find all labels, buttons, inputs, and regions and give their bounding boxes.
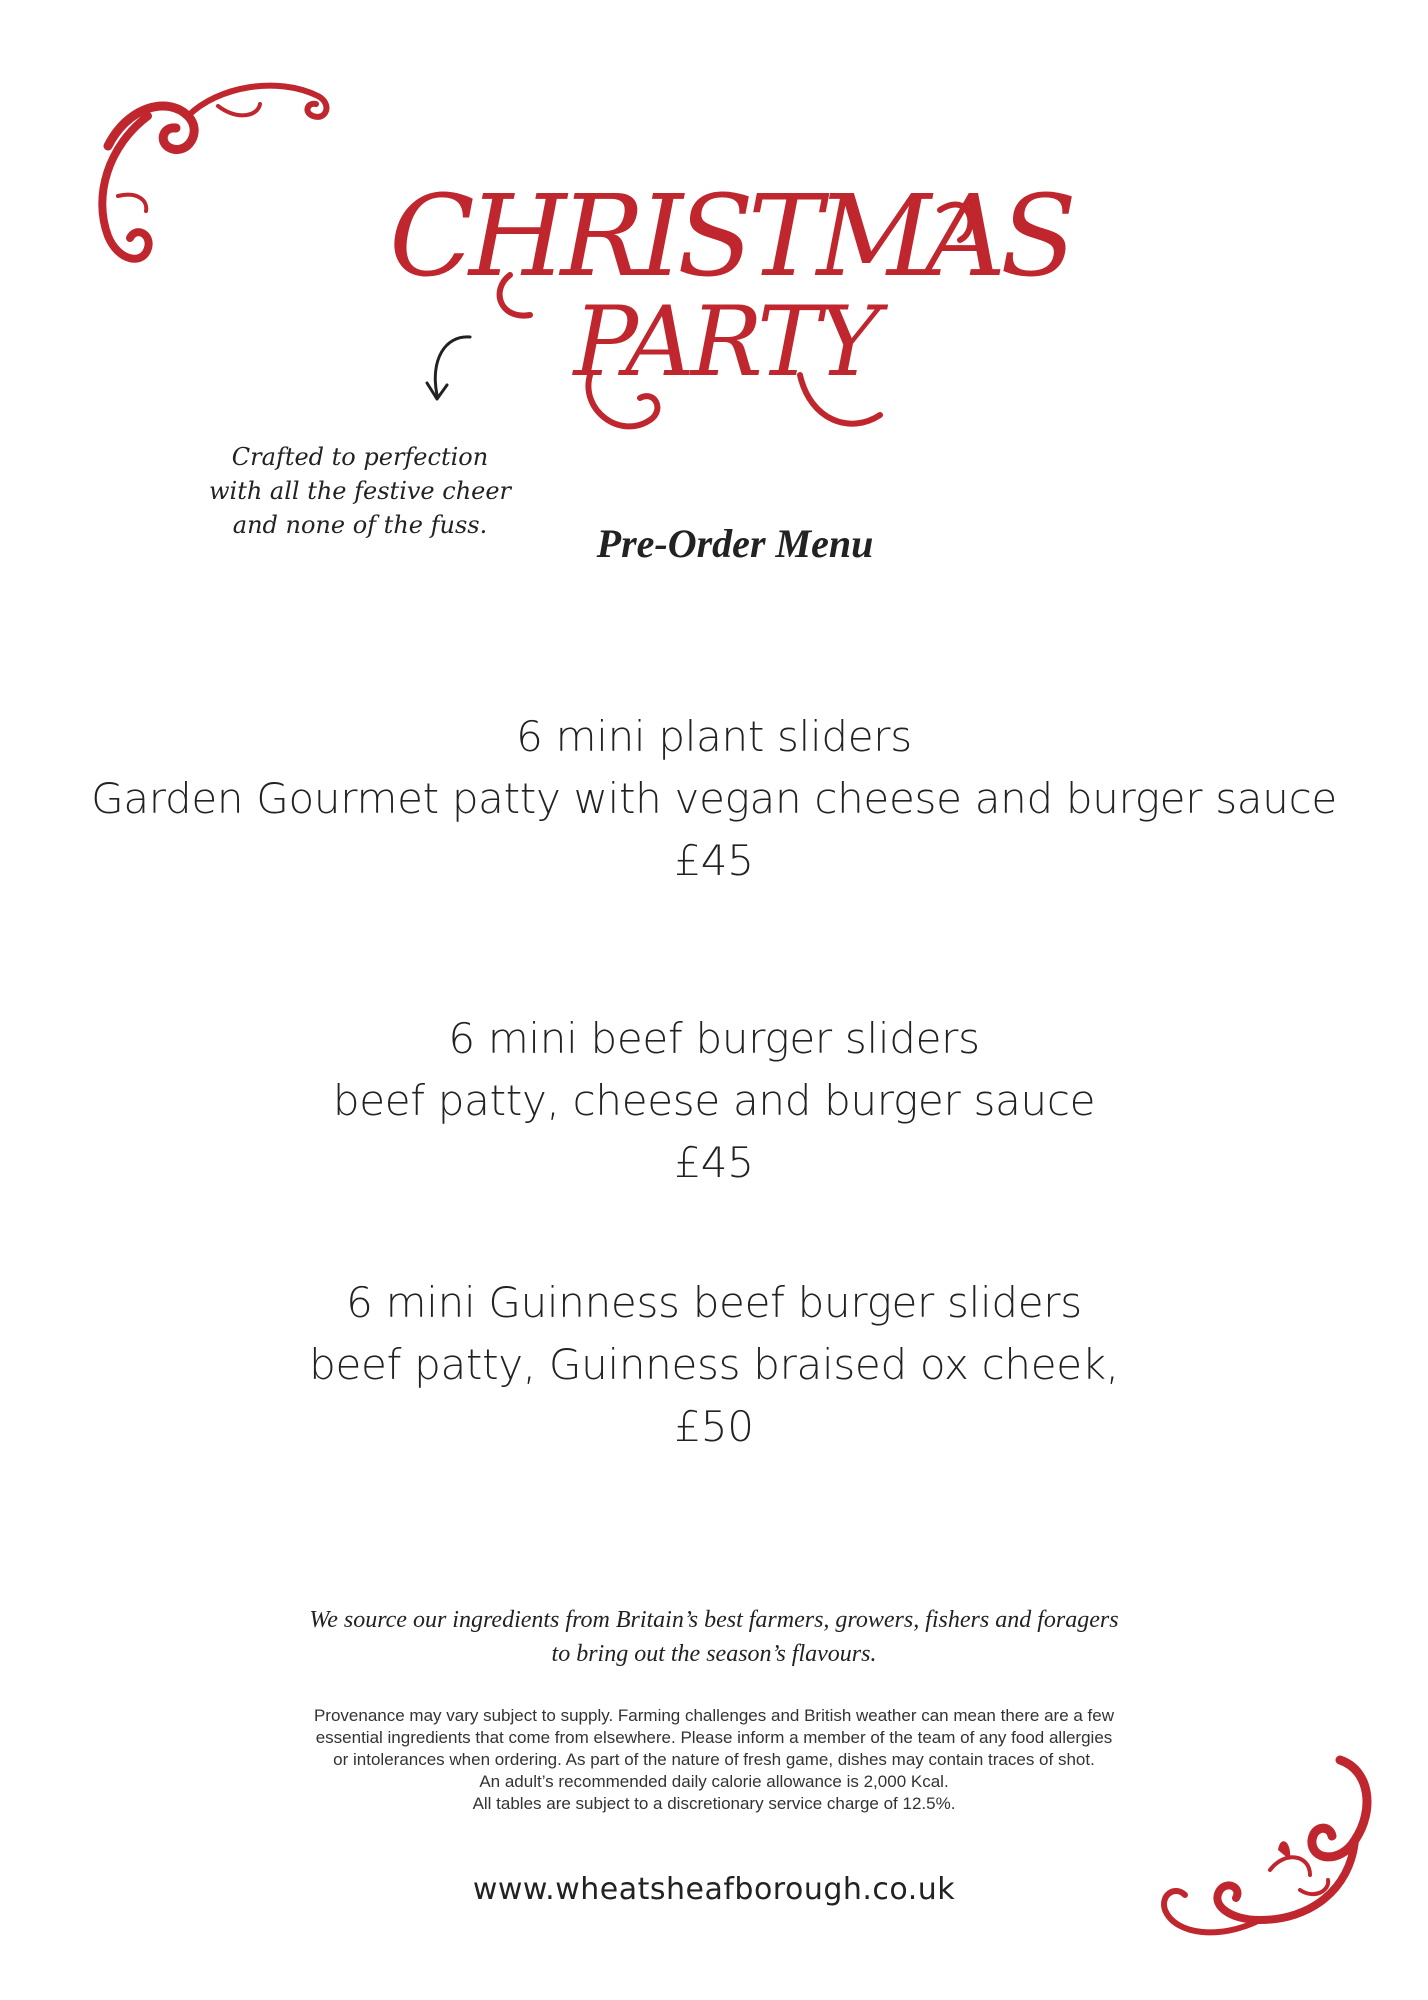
sourcing-line: to bring out the season’s flavours. (551, 1641, 877, 1667)
fine-print (230, 1705, 1198, 1815)
tagline-line: with all the festive cheer (208, 477, 512, 505)
menu-item-name: 6 mini beef burger sliders (448, 1014, 980, 1063)
swirl-flourish-top-left-icon (88, 76, 348, 286)
sourcing-statement (200, 1603, 1228, 1671)
sourcing-line: We source our ingredients from Britain’s best farmers, growers, fishers and foragers (309, 1607, 1119, 1633)
menu-item-name: 6 mini Guinness beef burger sliders (346, 1278, 1082, 1327)
fine-print-line: Provenance may vary subject to supply. Farming challenges and British weather can mean there are a few (313, 1706, 1115, 1725)
menu-item-description: beef patty, Guinness braised ox cheek, (309, 1340, 1119, 1389)
page-subtitle: Pre-Order Menu (596, 521, 874, 566)
tagline (160, 440, 560, 542)
menu-item-description: beef patty, cheese and burger sauce (332, 1076, 1096, 1125)
tagline-line: and none of the fuss. (232, 511, 488, 539)
fine-print-line: An adult’s recommended daily calorie allowance is 2,000 Kcal. (479, 1772, 949, 1791)
menu-item-price: £45 (674, 1138, 754, 1187)
tagline-line: Crafted to perfection (231, 443, 489, 471)
fine-print-line: All tables are subject to a discretionary service charge of 12.5%. (472, 1794, 956, 1813)
menu-item (0, 1008, 1428, 1194)
menu-item (0, 1272, 1428, 1458)
curved-arrow-icon (405, 325, 505, 415)
fine-print-line: or intolerances when ordering. As part of the nature of fresh game, dishes may contain traces of shot. (333, 1750, 1095, 1769)
fine-print-line: essential ingredients that come from elsewhere. Please inform a member of the team of any food allergies (315, 1728, 1113, 1747)
title-line2: PARTY (573, 286, 877, 398)
website-link[interactable]: www.wheatsheafborough.co.uk (472, 1872, 956, 1907)
menu-item-price: £50 (674, 1402, 754, 1451)
swirl-flourish-bottom-right-icon (1150, 1740, 1380, 1950)
title-line1: CHRISTMAS (389, 172, 1071, 302)
menu-item (0, 706, 1428, 892)
menu-item-description: Garden Gourmet patty with vegan cheese and burger sauce (91, 774, 1337, 823)
menu-item-price: £45 (674, 836, 754, 885)
christmas-party-logo (389, 150, 1071, 450)
menu-item-name: 6 mini plant sliders (516, 712, 912, 761)
